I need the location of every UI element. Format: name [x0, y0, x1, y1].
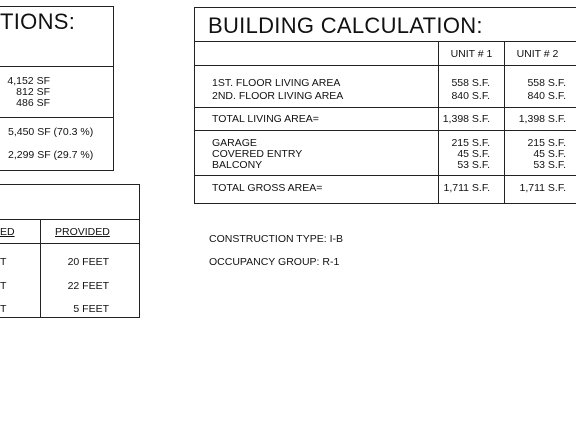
calc-col-unit2: UNIT # 2 [516, 48, 559, 60]
calc-header-divider [194, 41, 576, 42]
calc-row-unit1: 558 S.F. [451, 77, 490, 89]
area-total-row-2: 2,299 SF (29.7 %) [8, 149, 94, 161]
area-total-row-1: 5,450 SF (70.3 %) [8, 126, 94, 138]
calc-total-living-unit2: 1,398 S.F. [518, 113, 566, 125]
setback-header-divider [0, 243, 140, 244]
calc-total-living-label: TOTAL LIVING AREA= [212, 113, 319, 125]
setback-col-required: ED [0, 226, 15, 238]
area-row-3: 486 SF [16, 97, 50, 109]
setback-required-3: T [0, 303, 7, 315]
setback-column-divider [40, 219, 41, 318]
calc-row-label: COVERED ENTRY [212, 148, 303, 160]
area-row-1: 4,152 SF [7, 75, 50, 87]
setback-provided-3: 5 FEET [73, 303, 109, 315]
construction-type-note: CONSTRUCTION TYPE: I-B [209, 233, 343, 245]
calc-total-gross-unit2: 1,711 S.F. [519, 182, 566, 194]
calc-row-unit2: 45 S.F. [533, 148, 566, 160]
setback-provided-2: 22 FEET [67, 280, 109, 292]
calc-row-unit1: 45 S.F. [457, 148, 490, 160]
calc-row-label: BALCONY [212, 159, 263, 171]
area-summary-divider [0, 117, 114, 118]
calc-row-unit1: 53 S.F. [457, 159, 490, 171]
calc-total-gross-unit1: 1,711 S.F. [443, 182, 490, 194]
calc-row-divider [194, 175, 576, 176]
calc-total-gross-label: TOTAL GROSS AREA= [212, 182, 323, 194]
calc-row-unit2: 558 S.F. [527, 77, 566, 89]
area-summary-title: TIONS: [0, 9, 76, 34]
calc-row-unit2: 840 S.F. [527, 90, 566, 102]
setback-provided-1: 20 FEET [67, 256, 109, 268]
calc-row-unit1: 215 S.F. [451, 137, 490, 149]
setback-table [0, 184, 140, 318]
calc-row-label: 1ST. FLOOR LIVING AREA [212, 77, 341, 89]
calc-row-divider [194, 130, 576, 131]
area-row-2: 812 SF [16, 86, 50, 98]
building-calculation-title: BUILDING CALCULATION: [208, 13, 483, 38]
calc-row-label: GARAGE [212, 137, 257, 149]
calc-total-living-unit1: 1,398 S.F. [442, 113, 490, 125]
calc-row-unit1: 840 S.F. [451, 90, 490, 102]
calc-col-unit1: UNIT # 1 [450, 48, 493, 60]
calc-row-unit2: 215 S.F. [527, 137, 566, 149]
setback-col-provided: PROVIDED [55, 226, 110, 238]
setback-header-divider [0, 219, 140, 220]
setback-required-2: T [0, 280, 7, 292]
calc-row-label: 2ND. FLOOR LIVING AREA [212, 90, 344, 102]
calc-row-unit2: 53 S.F. [533, 159, 566, 171]
calc-row-divider [194, 107, 576, 108]
calc-header-divider [194, 65, 576, 66]
occupancy-group-note: OCCUPANCY GROUP: R-1 [209, 256, 340, 268]
setback-required-1: T [0, 256, 7, 268]
area-summary-divider [0, 66, 114, 67]
